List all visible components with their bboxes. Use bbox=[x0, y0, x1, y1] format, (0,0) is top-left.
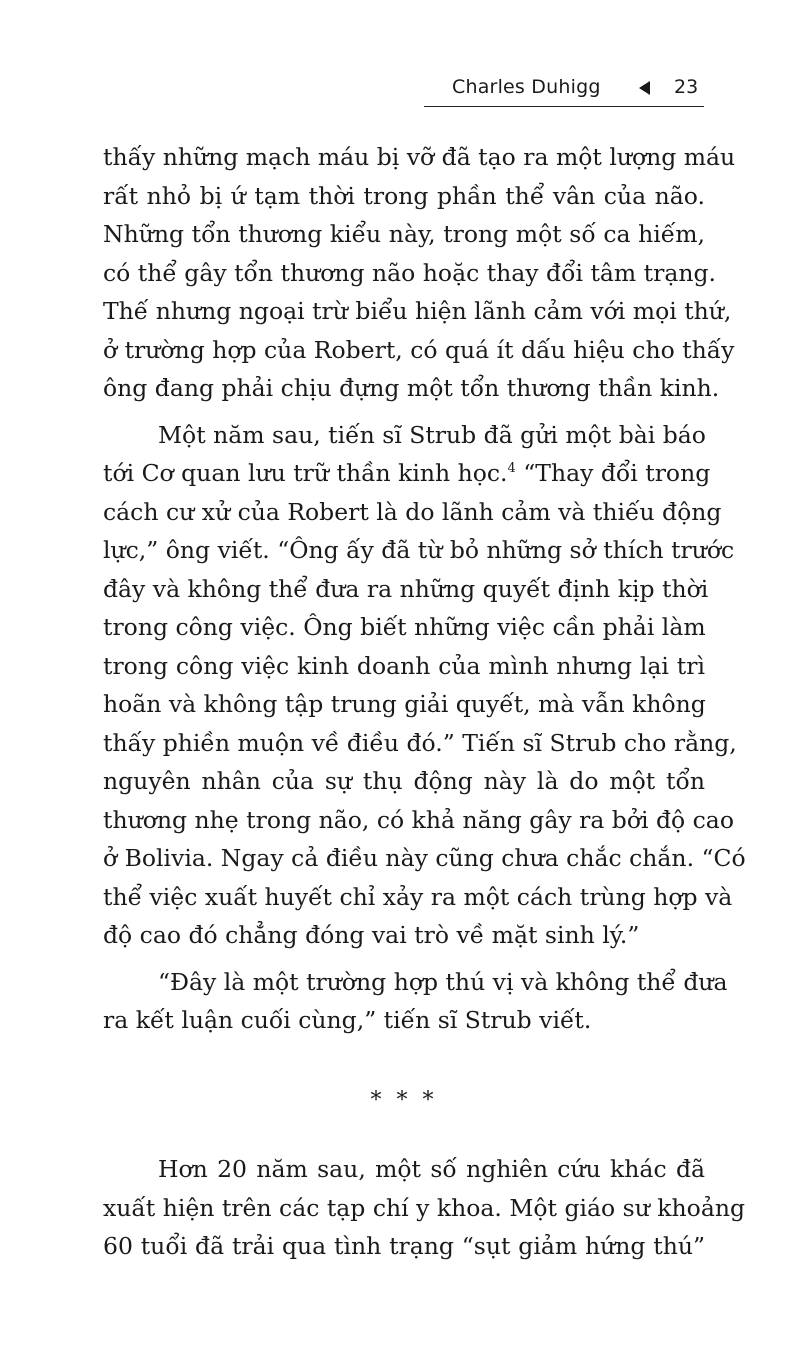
text-line: trong công việc. Ông biết những việc cần phải làm bbox=[103, 613, 706, 641]
text-line: “Đây là một trường hợp thú vị và không thể đưa bbox=[158, 967, 728, 996]
text-line bbox=[103, 454, 711, 493]
text-line: thấy những mạch máu bị vỡ đã tạo ra một lượng máu bbox=[103, 143, 736, 171]
text-line: cách cư xử của Robert là do lãnh cảm và thiếu động bbox=[103, 497, 722, 526]
text-segment: tới Cơ quan lưu trữ thần kinh học. bbox=[103, 459, 508, 487]
text-segment: “Thay đổi trong bbox=[515, 459, 711, 487]
text-line: độ cao đó chẳng đóng vai trò về mặt sinh lý.” bbox=[103, 921, 640, 949]
left-triangle-icon bbox=[639, 81, 650, 95]
text-line: thể việc xuất huyết chỉ xảy ra một cách trùng hợp và bbox=[103, 882, 733, 911]
footnote-marker[interactable]: 4 bbox=[507, 461, 516, 476]
text-line: hoãn và không tập trung giải quyết, mà vẫn không bbox=[103, 690, 706, 718]
paragraph-3 bbox=[103, 963, 728, 1040]
text-line: xuất hiện trên các tạp chí y khoa. Một giáo sư khoảng bbox=[103, 1193, 746, 1222]
text-line: đây và không thể đưa ra những quyết định kịp thời bbox=[103, 574, 709, 603]
text-line: 60 tuổi đã trải qua tình trạng “sụt giảm hứng thú” bbox=[103, 1232, 705, 1260]
text-line: nguyên nhân của sự thụ động này là do một tổn bbox=[103, 767, 705, 795]
paragraph-2 bbox=[103, 416, 746, 955]
text-line: rất nhỏ bị ứ tạm thời trong phần thể vân của não. bbox=[103, 181, 705, 210]
text-line: ở Bolivia. Ngay cả điều này cũng chưa chắc chắn. “Có bbox=[103, 844, 746, 872]
text-line: Những tổn thương kiểu này, trong một số ca hiếm, bbox=[103, 220, 705, 248]
page-number: 23 bbox=[674, 76, 699, 98]
running-head bbox=[424, 70, 704, 107]
text-line: Hơn 20 năm sau, một số nghiên cứu khác đã bbox=[158, 1155, 705, 1183]
text-line: ở trường hợp của Robert, có quá ít dấu hiệu cho thấy bbox=[103, 335, 735, 364]
paragraph-4 bbox=[103, 1150, 746, 1266]
paragraph-1 bbox=[103, 138, 736, 408]
text-line: ông đang phải chịu đựng một tổn thương thần kinh. bbox=[103, 374, 720, 402]
text-line: lực,” ông viết. “Ông ấy đã từ bỏ những sở thích trước bbox=[103, 536, 735, 564]
text-line: thấy phiền muộn về điều đó.” Tiến sĩ Strub cho rằng, bbox=[103, 728, 737, 757]
section-separator: * * * bbox=[370, 1087, 438, 1113]
text-line: Một năm sau, tiến sĩ Strub đã gửi một bài báo bbox=[158, 420, 706, 449]
text-line: thương nhẹ trong não, có khả năng gây ra bởi độ cao bbox=[103, 805, 734, 834]
text-line: trong công việc kinh doanh của mình nhưng lại trì bbox=[103, 651, 705, 680]
body-text bbox=[103, 138, 746, 1266]
text-line: Thế nhưng ngoại trừ biểu hiện lãnh cảm với mọi thứ, bbox=[103, 297, 732, 325]
text-line: ra kết luận cuối cùng,” tiến sĩ Strub viết. bbox=[103, 1006, 592, 1034]
running-head-author: Charles Duhigg bbox=[452, 76, 601, 98]
text-line: có thể gây tổn thương não hoặc thay đổi tâm trạng. bbox=[103, 258, 716, 287]
